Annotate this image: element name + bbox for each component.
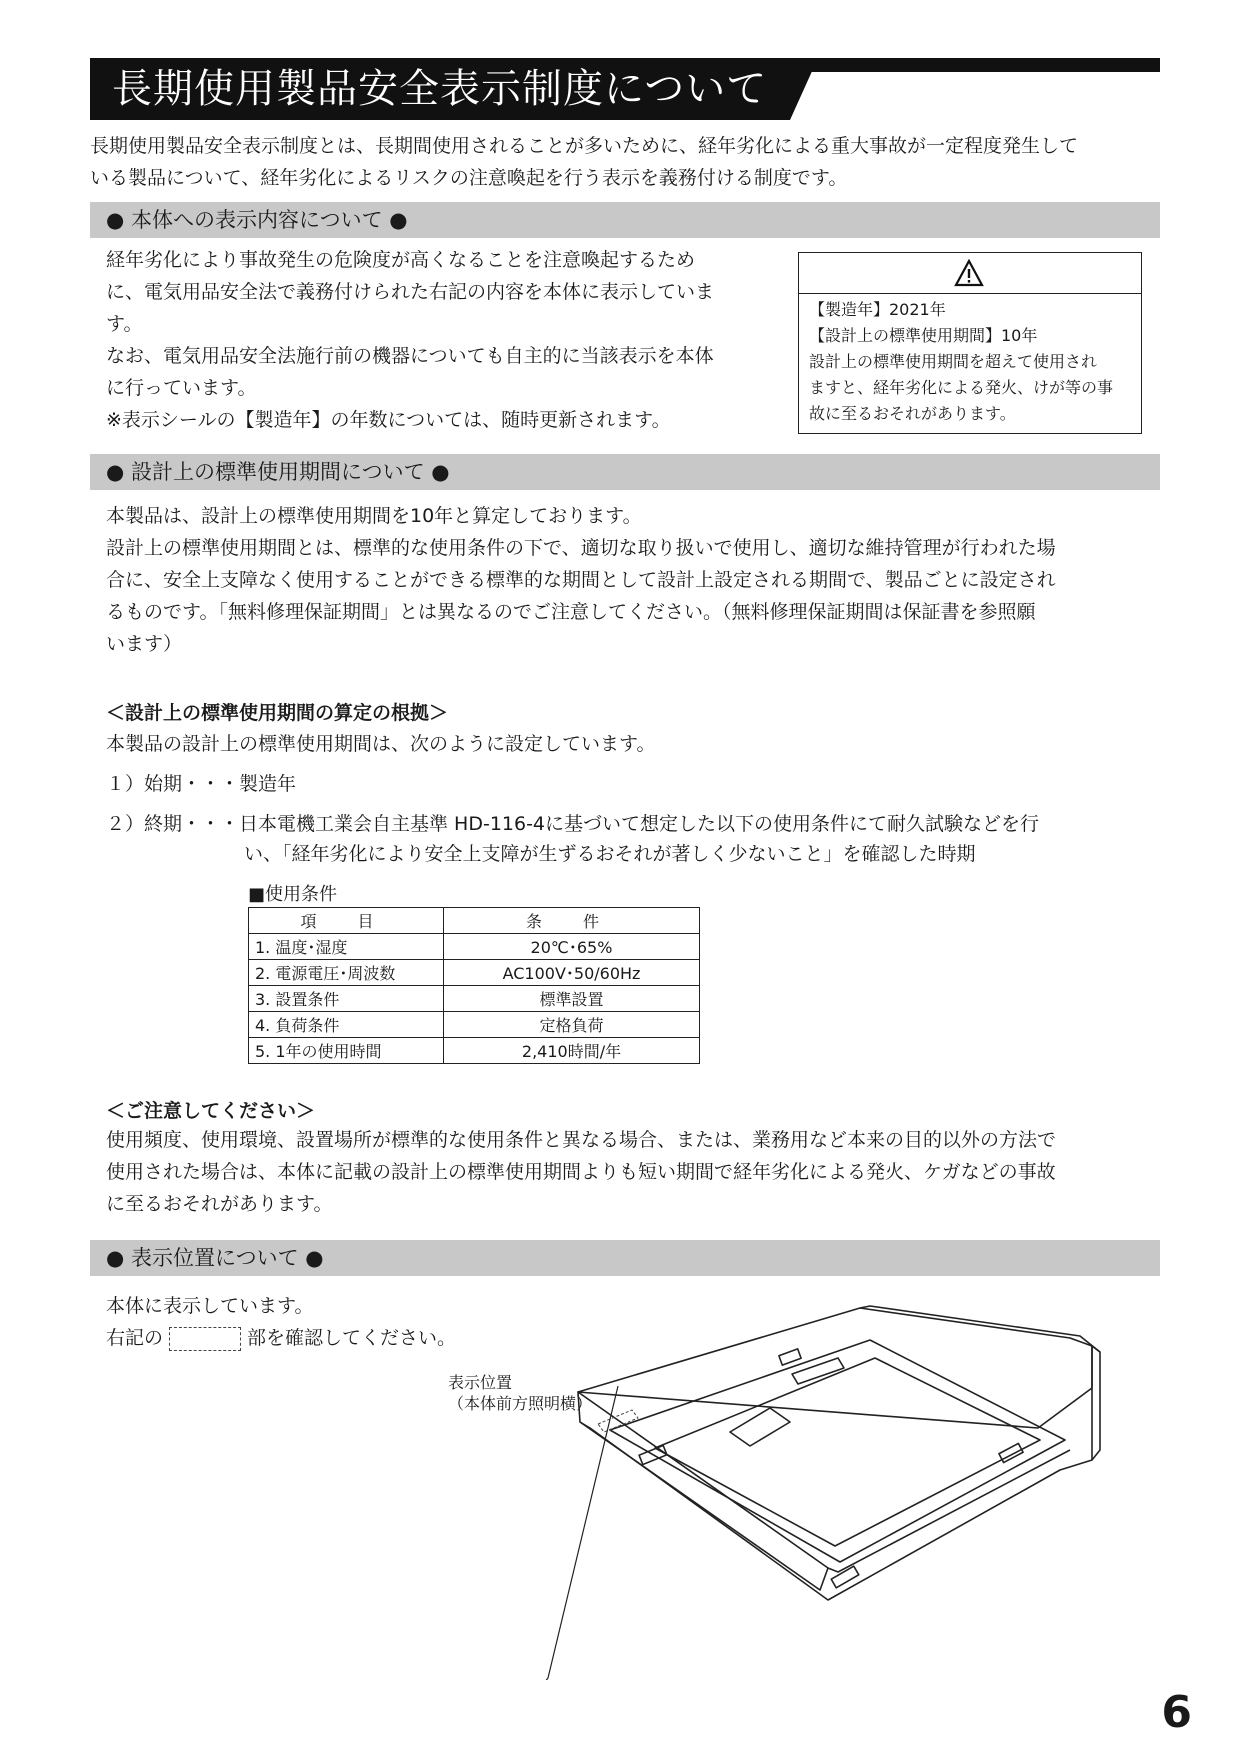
table-header: 条 件: [444, 908, 700, 934]
warning-label-sample: [798, 252, 1142, 434]
callout-line: （本体前方照明横）: [448, 1394, 593, 1413]
label-text: [799, 294, 1141, 430]
body-line: るものです。「無料修理保証期間」とは異なるのでご注意してください。（無料修理保証期間は保証書を参照願: [106, 601, 1036, 623]
conditions-title: ■使用条件: [248, 884, 338, 905]
position-line-2: [106, 1322, 456, 1354]
intro-line: 長期使用製品安全表示制度とは、長期間使用されることが多いために、経年劣化による重大事故が一定程度発生して: [90, 135, 1079, 157]
intro-line: いる製品について、経年劣化によるリスクの注意喚起を行う表示を義務付ける制度です。: [90, 167, 848, 189]
body-line: 本製品は、設計上の標準使用期間を10年と算定しております。: [106, 505, 642, 527]
body-line: 設計上の標準使用期間とは、標準的な使用条件の下で、適切な取り扱いで使用し、適切な維持管理が行われた場: [106, 537, 1056, 559]
body-line: に至るおそれがあります。: [106, 1193, 333, 1215]
basis-item-end-cont: い、「経年劣化により安全上支障が生ずるおそれが著しく少ないこと」を確認した時期: [244, 843, 976, 865]
section-heading-display: [90, 202, 1160, 238]
table-cell: 3. 設置条件: [249, 986, 444, 1012]
body-line: なお、電気用品安全法施行前の機器についても自主的に当該表示を本体: [106, 345, 714, 367]
dashed-marker-sample: [169, 1327, 241, 1351]
table-cell: 5. 1年の使用時間: [249, 1038, 444, 1064]
label-line: 故に至るおそれがあります。: [809, 404, 1016, 423]
table-header: 項 目: [249, 908, 444, 934]
basis-intro: 本製品の設計上の標準使用期間は、次のように設定しています。: [106, 733, 656, 755]
basis-item-end: ２）終期・・・日本電機工業会自主基準 HD-116-4に基づいて想定した以下の使用条件にて耐久試験などを行: [106, 813, 1040, 835]
body-line: 経年劣化により事故発生の危険度が高くなることを注意喚起するため: [106, 249, 696, 271]
position-text: 右記の: [106, 1327, 164, 1349]
section2-body: [106, 500, 1156, 660]
table-cell: 20℃･65%: [444, 934, 700, 960]
page-title: 長期使用製品安全表示制度について: [112, 66, 768, 112]
page-number: 6: [1161, 1687, 1192, 1738]
section-heading-text: ● 表示位置について ●: [106, 1246, 324, 1270]
warning-row: [799, 253, 1141, 294]
table-cell: 1. 温度･湿度: [249, 934, 444, 960]
table-row: [249, 1038, 700, 1064]
title-bar: [90, 58, 1160, 120]
section-heading-text: ● 設計上の標準使用期間について ●: [106, 460, 450, 484]
table-cell: 4. 負荷条件: [249, 1012, 444, 1038]
position-line-1: 本体に表示しています。: [106, 1295, 314, 1317]
table-cell: 標準設置: [444, 986, 700, 1012]
table-header-row: [249, 908, 700, 934]
position-text: 部を確認してください。: [247, 1327, 457, 1349]
caution-body: [106, 1124, 1156, 1220]
body-line: 使用された場合は、本体に記載の設計上の標準使用期間よりも短い期間で経年劣化による発火、ケガなどの事故: [106, 1161, 1056, 1183]
label-line: 【設計上の標準使用期間】10年: [809, 326, 1038, 345]
callout-line: 表示位置: [448, 1373, 513, 1392]
warning-triangle-icon: [954, 259, 984, 287]
label-line: 設計上の標準使用期間を超えて使用され: [809, 352, 1098, 371]
section-heading-position: [90, 1240, 1160, 1276]
label-line: ますと、経年劣化による発火、けが等の事: [809, 378, 1114, 397]
table-cell: 2. 電源電圧･周波数: [249, 960, 444, 986]
body-line: に行っています。: [106, 377, 257, 399]
table-row: [249, 960, 700, 986]
basis-heading: ＜設計上の標準使用期間の算定の根拠＞: [106, 702, 449, 724]
body-line: 使用頻度、使用環境、設置場所が標準的な使用条件と異なる場合、または、業務用など本来の目的以外の方法で: [106, 1129, 1057, 1151]
body-line: ※表示シールの【製造年】の年数については、随時更新されます。: [106, 409, 671, 431]
intro-paragraph: [90, 130, 1160, 194]
table-row: [249, 934, 700, 960]
caution-heading: ＜ご注意してください＞: [106, 1100, 316, 1122]
display-position-callout: [448, 1372, 592, 1414]
body-line: す。: [106, 313, 143, 335]
table-row: [249, 986, 700, 1012]
range-hood-illustration: [440, 1300, 1120, 1680]
section-heading-period: [90, 454, 1160, 490]
basis-item-start: １）始期・・・製造年: [106, 773, 297, 795]
conditions-table: [248, 907, 700, 1064]
table-cell: 2,410時間/年: [444, 1038, 700, 1064]
body-line: に、電気用品安全法で義務付けられた右記の内容を本体に表示していま: [106, 281, 715, 303]
label-line: 【製造年】2021年: [809, 300, 946, 319]
table-cell: AC100V･50/60Hz: [444, 960, 700, 986]
section-heading-text: ● 本体への表示内容について ●: [106, 208, 408, 232]
body-line: います）: [106, 633, 183, 655]
table-cell: 定格負荷: [444, 1012, 700, 1038]
body-line: 合に、安全上支障なく使用することができる標準的な期間として設計上設定される期間で、製品ごとに設定され: [106, 569, 1056, 591]
table-row: [249, 1012, 700, 1038]
section1-body: [106, 244, 786, 436]
